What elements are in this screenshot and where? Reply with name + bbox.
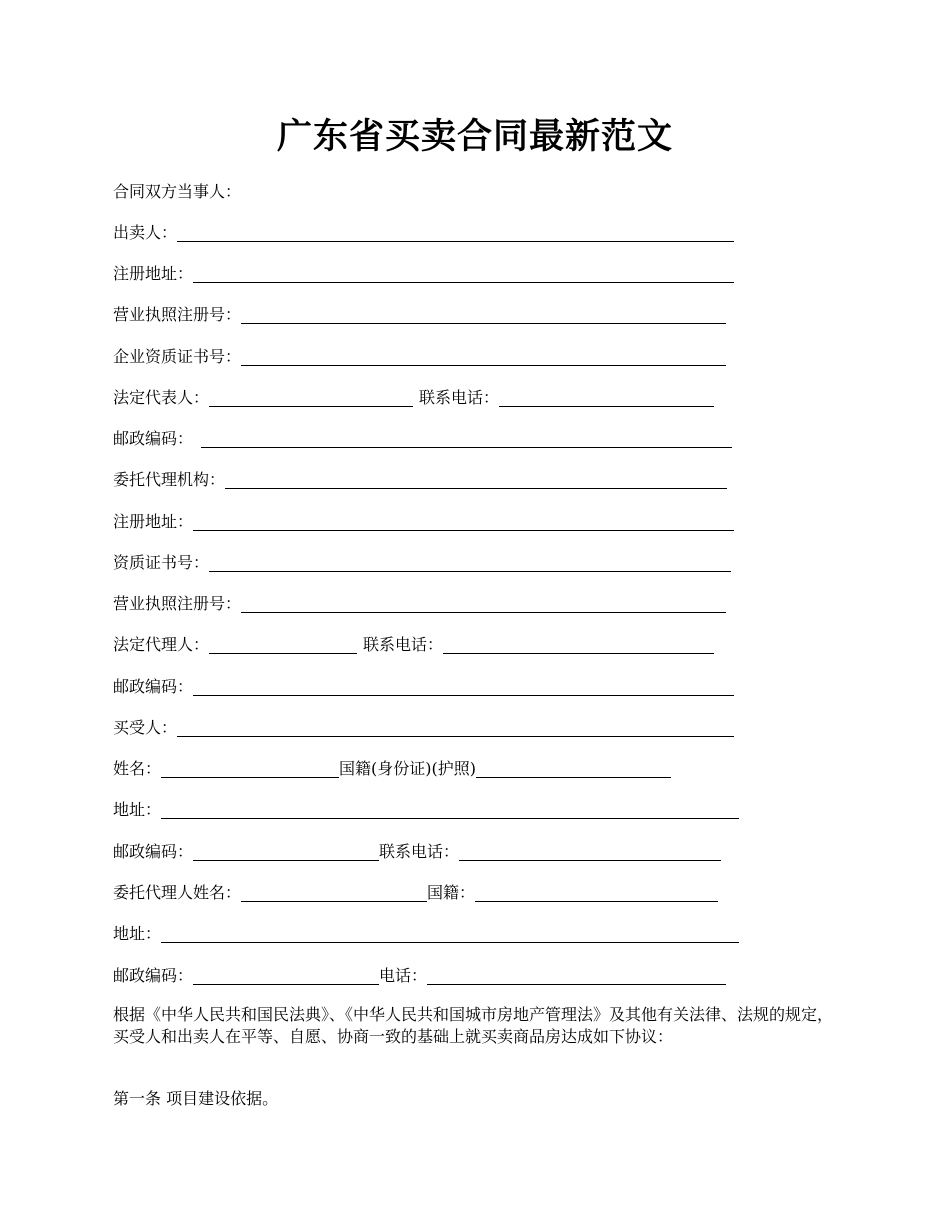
reg-address-line-1	[113, 262, 734, 286]
postcode-blank-2[interactable]	[193, 677, 734, 696]
agent-name-blank[interactable]	[241, 883, 427, 902]
postcode-line-4	[113, 964, 726, 988]
agent-name-label: 委托代理人姓名：	[113, 883, 242, 902]
seller-blank[interactable]	[177, 223, 734, 242]
parties-label: 合同双方当事人：	[113, 182, 242, 201]
address-blank-1[interactable]	[161, 800, 739, 819]
legal-rep-blank[interactable]	[209, 388, 413, 407]
buyer-label: 买受人：	[113, 718, 178, 737]
postcode-line-2	[113, 675, 734, 699]
preamble-paragraph: 根据《中华人民共和国民法典》、《中华人民共和国城市房地产管理法》及其他有关法律、法规的规定，买受人和出卖人在平等、自愿、协商一致的基础上就买卖商品房达成如下协议：	[113, 1005, 834, 1046]
name-label: 姓名：	[113, 759, 162, 778]
agent-org-line	[113, 468, 727, 492]
phone-blank-1[interactable]	[499, 388, 714, 407]
qualification-no-line	[113, 345, 726, 369]
postcode-blank-4[interactable]	[193, 966, 379, 985]
phone-blank-2[interactable]	[443, 635, 714, 654]
nationality-label: 国籍：	[427, 883, 476, 902]
name-blank[interactable]	[161, 759, 339, 778]
seller-label: 出卖人：	[113, 223, 178, 242]
agent-name-line	[113, 881, 718, 905]
tel-blank[interactable]	[427, 966, 726, 985]
reg-address-label-2: 注册地址：	[113, 512, 194, 531]
legal-rep-label: 法定代表人：	[113, 388, 210, 407]
reg-address-line-2	[113, 510, 734, 534]
nationality-id-blank[interactable]	[476, 759, 671, 778]
postcode-label-4: 邮政编码：	[113, 966, 194, 985]
reg-address-label-1: 注册地址：	[113, 264, 194, 283]
address-line-2	[113, 922, 739, 946]
license-no-blank-2[interactable]	[241, 594, 726, 613]
address-label-2: 地址：	[113, 924, 162, 943]
buyer-line	[113, 716, 734, 740]
qual-cert-no-line	[113, 551, 731, 575]
agent-org-blank[interactable]	[225, 470, 727, 489]
qual-cert-no-blank[interactable]	[209, 553, 731, 572]
license-no-label-2: 营业执照注册号：	[113, 594, 242, 613]
legal-rep-line	[113, 386, 714, 410]
address-line-1	[113, 798, 739, 822]
agent-org-label: 委托代理机构：	[113, 470, 226, 489]
license-no-line-1	[113, 303, 726, 327]
article-1-heading: 第一条 项目建设依据。	[113, 1089, 279, 1108]
postcode-blank-3[interactable]	[193, 842, 379, 861]
license-no-label-1: 营业执照注册号：	[113, 305, 242, 324]
legal-agent-blank[interactable]	[209, 635, 357, 654]
phone-label-3: 联系电话：	[379, 842, 460, 861]
legal-agent-line	[113, 633, 714, 657]
reg-address-blank-2[interactable]	[193, 512, 734, 531]
legal-agent-label: 法定代理人：	[113, 635, 210, 654]
postcode-line-3	[113, 840, 721, 864]
postcode-line-1	[113, 427, 732, 451]
postcode-label-3: 邮政编码：	[113, 842, 194, 861]
license-no-blank-1[interactable]	[241, 305, 726, 324]
postcode-label-2: 邮政编码：	[113, 677, 194, 696]
name-line	[113, 757, 671, 781]
postcode-label-1: 邮政编码：	[113, 429, 194, 448]
seller-line	[113, 221, 734, 245]
buyer-blank[interactable]	[177, 718, 734, 737]
parties-line	[113, 180, 241, 204]
address-label-1: 地址：	[113, 800, 162, 819]
nationality-blank[interactable]	[475, 883, 718, 902]
address-blank-2[interactable]	[161, 924, 739, 943]
tel-label: 电话：	[379, 966, 428, 985]
qual-cert-no-label: 资质证书号：	[113, 553, 210, 572]
phone-blank-3[interactable]	[459, 842, 721, 861]
qualification-no-label: 企业资质证书号：	[113, 347, 242, 366]
postcode-blank-1[interactable]	[201, 429, 732, 448]
reg-address-blank-1[interactable]	[193, 264, 734, 283]
license-no-line-2	[113, 592, 726, 616]
phone-label-1: 联系电话：	[419, 388, 500, 407]
nationality-id-label: 国籍(身份证)(护照)	[339, 759, 476, 778]
phone-label-2: 联系电话：	[363, 635, 444, 654]
document-title: 广东省买卖合同最新范文	[276, 116, 673, 157]
qualification-no-blank[interactable]	[241, 347, 726, 366]
